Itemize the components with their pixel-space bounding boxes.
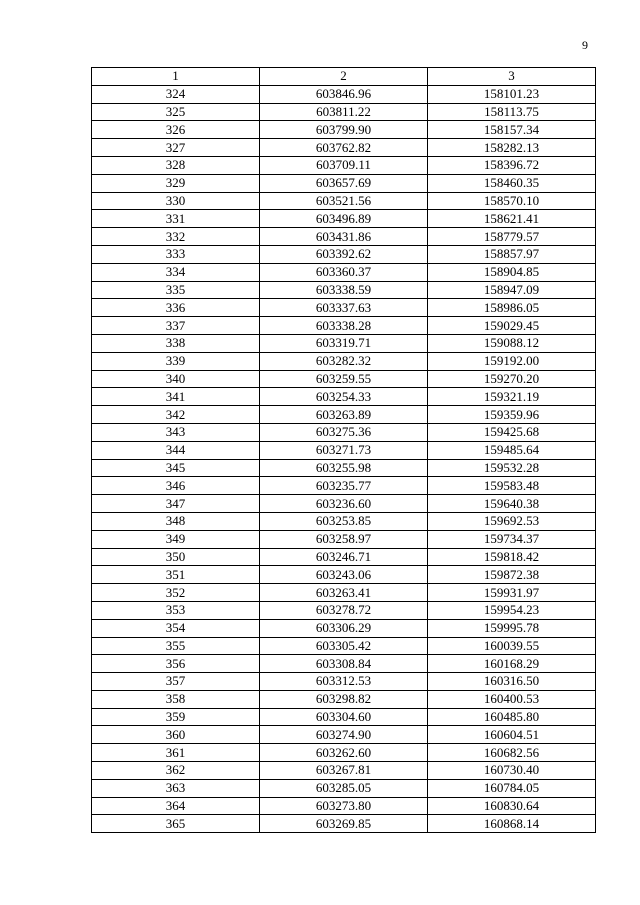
point-number-cell: 331 (92, 210, 260, 228)
y-coordinate-cell: 158113.75 (428, 103, 596, 121)
point-number-cell: 345 (92, 459, 260, 477)
table-row (92, 121, 596, 139)
point-number-cell: 359 (92, 708, 260, 726)
y-coordinate-cell: 158101.23 (428, 85, 596, 103)
y-coordinate-cell: 158621.41 (428, 210, 596, 228)
point-number-cell: 325 (92, 103, 260, 121)
point-number-cell: 324 (92, 85, 260, 103)
y-coordinate-cell: 159192.00 (428, 352, 596, 370)
table-row (92, 388, 596, 406)
y-coordinate-cell: 159954.23 (428, 601, 596, 619)
y-coordinate-cell: 160485.80 (428, 708, 596, 726)
y-coordinate-cell: 158157.34 (428, 121, 596, 139)
y-coordinate-cell: 159270.20 (428, 370, 596, 388)
x-coordinate-cell: 603811.22 (260, 103, 428, 121)
table-row (92, 192, 596, 210)
point-number-cell: 357 (92, 673, 260, 691)
point-number-cell: 337 (92, 317, 260, 335)
y-coordinate-cell: 160868.14 (428, 815, 596, 833)
table-row (92, 655, 596, 673)
point-number-cell: 338 (92, 334, 260, 352)
point-number-cell: 342 (92, 406, 260, 424)
y-coordinate-cell: 159872.38 (428, 566, 596, 584)
y-coordinate-cell: 159029.45 (428, 317, 596, 335)
y-coordinate-cell: 160400.53 (428, 690, 596, 708)
y-coordinate-cell: 158460.35 (428, 174, 596, 192)
table-row (92, 85, 596, 103)
x-coordinate-cell: 603259.55 (260, 370, 428, 388)
table-body (92, 85, 596, 832)
x-coordinate-cell: 603319.71 (260, 334, 428, 352)
table-row (92, 601, 596, 619)
table-row (92, 495, 596, 513)
y-coordinate-cell: 159692.53 (428, 512, 596, 530)
x-coordinate-cell: 603273.80 (260, 797, 428, 815)
point-number-cell: 365 (92, 815, 260, 833)
y-coordinate-cell: 159359.96 (428, 406, 596, 424)
table-row (92, 139, 596, 157)
y-coordinate-cell: 159321.19 (428, 388, 596, 406)
y-coordinate-cell: 158857.97 (428, 245, 596, 263)
y-coordinate-cell: 159931.97 (428, 584, 596, 602)
x-coordinate-cell: 603337.63 (260, 299, 428, 317)
table-row (92, 779, 596, 797)
y-coordinate-cell: 160830.64 (428, 797, 596, 815)
y-coordinate-cell: 159734.37 (428, 530, 596, 548)
point-number-cell: 355 (92, 637, 260, 655)
point-number-cell: 352 (92, 584, 260, 602)
y-coordinate-cell: 159088.12 (428, 334, 596, 352)
x-coordinate-cell: 603243.06 (260, 566, 428, 584)
point-number-cell: 358 (92, 690, 260, 708)
x-coordinate-cell: 603431.86 (260, 228, 428, 246)
y-coordinate-cell: 160682.56 (428, 744, 596, 762)
x-coordinate-cell: 603258.97 (260, 530, 428, 548)
point-number-cell: 335 (92, 281, 260, 299)
point-number-cell: 340 (92, 370, 260, 388)
x-coordinate-cell: 603271.73 (260, 441, 428, 459)
table-row (92, 352, 596, 370)
column-header-2: 2 (260, 68, 428, 86)
y-coordinate-cell: 158947.09 (428, 281, 596, 299)
x-coordinate-cell: 603338.28 (260, 317, 428, 335)
y-coordinate-cell: 158779.57 (428, 228, 596, 246)
y-coordinate-cell: 158282.13 (428, 139, 596, 157)
y-coordinate-cell: 158570.10 (428, 192, 596, 210)
y-coordinate-cell: 159995.78 (428, 619, 596, 637)
point-number-cell: 326 (92, 121, 260, 139)
table-row (92, 584, 596, 602)
x-coordinate-cell: 603263.89 (260, 406, 428, 424)
table-row (92, 174, 596, 192)
x-coordinate-cell: 603304.60 (260, 708, 428, 726)
table-row (92, 619, 596, 637)
table-row (92, 815, 596, 833)
table-row (92, 530, 596, 548)
x-coordinate-cell: 603308.84 (260, 655, 428, 673)
x-coordinate-cell: 603709.11 (260, 156, 428, 174)
point-number-cell: 333 (92, 245, 260, 263)
point-number-cell: 327 (92, 139, 260, 157)
point-number-cell: 332 (92, 228, 260, 246)
y-coordinate-cell: 160039.55 (428, 637, 596, 655)
x-coordinate-cell: 603255.98 (260, 459, 428, 477)
point-number-cell: 364 (92, 797, 260, 815)
table-row (92, 245, 596, 263)
x-coordinate-cell: 603496.89 (260, 210, 428, 228)
point-number-cell: 350 (92, 548, 260, 566)
table-row (92, 548, 596, 566)
table-row (92, 459, 596, 477)
x-coordinate-cell: 603278.72 (260, 601, 428, 619)
table-row (92, 441, 596, 459)
table-row (92, 673, 596, 691)
point-number-cell: 356 (92, 655, 260, 673)
table-row (92, 797, 596, 815)
point-number-cell: 360 (92, 726, 260, 744)
point-number-cell: 341 (92, 388, 260, 406)
point-number-cell: 348 (92, 512, 260, 530)
y-coordinate-cell: 159640.38 (428, 495, 596, 513)
column-header-1: 1 (92, 68, 260, 86)
y-coordinate-cell: 160730.40 (428, 762, 596, 780)
x-coordinate-cell: 603254.33 (260, 388, 428, 406)
x-coordinate-cell: 603274.90 (260, 726, 428, 744)
x-coordinate-cell: 603846.96 (260, 85, 428, 103)
point-number-cell: 329 (92, 174, 260, 192)
table-row (92, 566, 596, 584)
y-coordinate-cell: 160604.51 (428, 726, 596, 744)
y-coordinate-cell: 160168.29 (428, 655, 596, 673)
x-coordinate-cell: 603269.85 (260, 815, 428, 833)
point-number-cell: 349 (92, 530, 260, 548)
table-row (92, 263, 596, 281)
point-number-cell: 361 (92, 744, 260, 762)
table-row (92, 512, 596, 530)
y-coordinate-cell: 158396.72 (428, 156, 596, 174)
y-coordinate-cell: 159583.48 (428, 477, 596, 495)
x-coordinate-cell: 603282.32 (260, 352, 428, 370)
x-coordinate-cell: 603235.77 (260, 477, 428, 495)
table-row (92, 690, 596, 708)
table-row (92, 103, 596, 121)
table-row (92, 762, 596, 780)
coordinates-table (91, 67, 596, 833)
point-number-cell: 346 (92, 477, 260, 495)
x-coordinate-cell: 603306.29 (260, 619, 428, 637)
table-row (92, 228, 596, 246)
x-coordinate-cell: 603285.05 (260, 779, 428, 797)
point-number-cell: 363 (92, 779, 260, 797)
point-number-cell: 354 (92, 619, 260, 637)
point-number-cell: 362 (92, 762, 260, 780)
y-coordinate-cell: 158904.85 (428, 263, 596, 281)
x-coordinate-cell: 603275.36 (260, 423, 428, 441)
point-number-cell: 344 (92, 441, 260, 459)
x-coordinate-cell: 603236.60 (260, 495, 428, 513)
y-coordinate-cell: 159485.64 (428, 441, 596, 459)
x-coordinate-cell: 603312.53 (260, 673, 428, 691)
x-coordinate-cell: 603263.41 (260, 584, 428, 602)
table-row (92, 637, 596, 655)
x-coordinate-cell: 603267.81 (260, 762, 428, 780)
y-coordinate-cell: 158986.05 (428, 299, 596, 317)
point-number-cell: 351 (92, 566, 260, 584)
table-row (92, 334, 596, 352)
table-row (92, 210, 596, 228)
point-number-cell: 339 (92, 352, 260, 370)
table-row (92, 708, 596, 726)
y-coordinate-cell: 159818.42 (428, 548, 596, 566)
point-number-cell: 347 (92, 495, 260, 513)
y-coordinate-cell: 160316.50 (428, 673, 596, 691)
point-number-cell: 328 (92, 156, 260, 174)
point-number-cell: 353 (92, 601, 260, 619)
y-coordinate-cell: 159532.28 (428, 459, 596, 477)
table-row (92, 299, 596, 317)
point-number-cell: 343 (92, 423, 260, 441)
point-number-cell: 336 (92, 299, 260, 317)
table-row (92, 406, 596, 424)
x-coordinate-cell: 603305.42 (260, 637, 428, 655)
x-coordinate-cell: 603657.69 (260, 174, 428, 192)
x-coordinate-cell: 603360.37 (260, 263, 428, 281)
y-coordinate-cell: 159425.68 (428, 423, 596, 441)
x-coordinate-cell: 603799.90 (260, 121, 428, 139)
point-number-cell: 334 (92, 263, 260, 281)
x-coordinate-cell: 603338.59 (260, 281, 428, 299)
x-coordinate-cell: 603262.60 (260, 744, 428, 762)
x-coordinate-cell: 603392.62 (260, 245, 428, 263)
column-header-3: 3 (428, 68, 596, 86)
table-row (92, 281, 596, 299)
x-coordinate-cell: 603298.82 (260, 690, 428, 708)
x-coordinate-cell: 603253.85 (260, 512, 428, 530)
x-coordinate-cell: 603246.71 (260, 548, 428, 566)
page-number: 9 (582, 38, 588, 52)
table-row (92, 317, 596, 335)
table-row (92, 370, 596, 388)
x-coordinate-cell: 603762.82 (260, 139, 428, 157)
y-coordinate-cell: 160784.05 (428, 779, 596, 797)
x-coordinate-cell: 603521.56 (260, 192, 428, 210)
point-number-cell: 330 (92, 192, 260, 210)
table-row (92, 726, 596, 744)
table-header-row (92, 68, 596, 86)
table-row (92, 423, 596, 441)
table-row (92, 156, 596, 174)
table-row (92, 477, 596, 495)
table-row (92, 744, 596, 762)
